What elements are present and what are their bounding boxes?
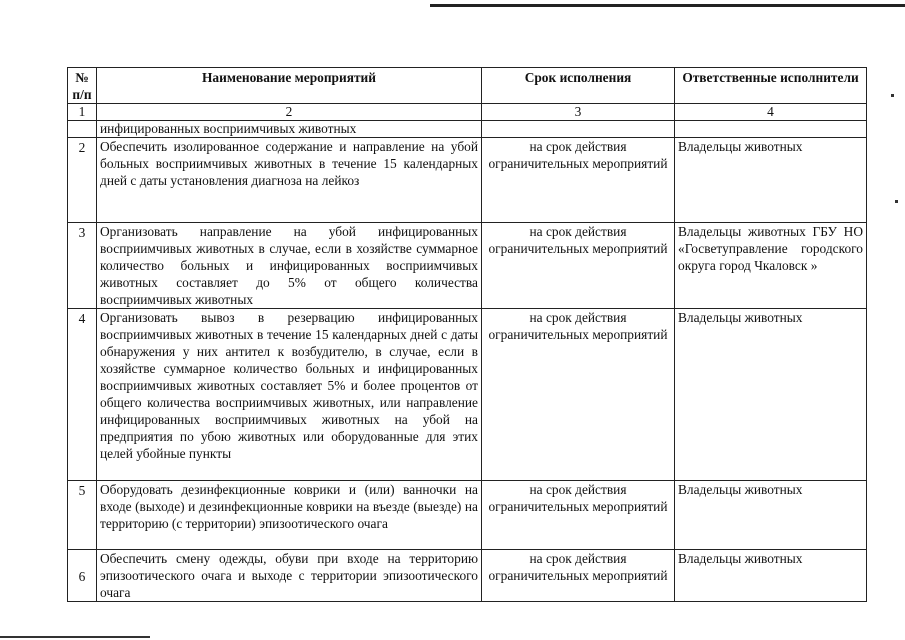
column-index: 3 (482, 104, 675, 121)
row-num (68, 121, 97, 138)
row-description: Обеспечить смену одежды, обуви при входе на территорию эпизоотического очага и выходе с территории эпизоотического очага (97, 550, 482, 602)
header-name: Наименование мероприятий (97, 68, 482, 104)
row-responsible (675, 121, 867, 138)
row-term (482, 121, 675, 138)
row-responsible: Владельцы животных ГБУ НО «Госветуправление городского округа город Чкаловск » (675, 223, 867, 309)
table-row (68, 309, 867, 481)
column-index: 4 (675, 104, 867, 121)
table-header-row (68, 68, 867, 104)
row-responsible: Владельцы животных (675, 550, 867, 602)
header-responsible: Ответственные исполнители (675, 68, 867, 104)
column-index-row (68, 104, 867, 121)
row-num: 4 (68, 309, 97, 481)
row-term: на срок действия ограничительных мероприятий (482, 223, 675, 309)
column-index: 1 (68, 104, 97, 121)
row-num: 2 (68, 138, 97, 223)
header-num: № п/п (68, 68, 97, 104)
row-num: 5 (68, 481, 97, 550)
header-term: Срок исполнения (482, 68, 675, 104)
row-description: Оборудовать дезинфекционные коврики и (или) ванночки на входе (выходе) и дезинфекционные коврики на въезде (выезде) на территорию (с территории) эпизоотического очага (97, 481, 482, 550)
row-term: на срок действия ограничительных мероприятий (482, 309, 675, 481)
scan-border-line-top (430, 4, 905, 7)
measures-table (67, 67, 867, 602)
table-row (68, 223, 867, 309)
row-term: на срок действия ограничительных мероприятий (482, 138, 675, 223)
table-row-continuation (68, 121, 867, 138)
row-num: 3 (68, 223, 97, 309)
row-responsible: Владельцы животных (675, 481, 867, 550)
row-description: Обеспечить изолированное содержание и направление на убой больных восприимчивых животных в течение 15 календарных дней с даты установления диагноза на лейкоз (97, 138, 482, 223)
scan-speck (891, 94, 894, 97)
row-description: инфицированных восприимчивых животных (97, 121, 482, 138)
table-row (68, 138, 867, 223)
row-description: Организовать направление на убой инфицированных восприимчивых животных в случае, если в хозяйстве суммарное количество больных и инфицированных восприимчивых животных составляет до 5% от общего количества восприимчивых животных (97, 223, 482, 309)
scan-speck (895, 200, 898, 203)
row-responsible: Владельцы животных (675, 309, 867, 481)
row-description: Организовать вывоз в резервацию инфицированных восприимчивых животных в течение 15 календарных дней с даты обнаружения у них антител к возбудителю, в случае, если в хозяйстве суммарное количество больных и инфицированных восприимчивых животных составляет 5% и более процентов от общего количества восприимчивых животных, или направление инфицированных восприимчивых животных на убой на предприятия по убою животных или оборудованные для этих целей убойные пункты (97, 309, 482, 481)
row-term: на срок действия ограничительных мероприятий (482, 550, 675, 602)
table-row (68, 550, 867, 602)
row-responsible: Владельцы животных (675, 138, 867, 223)
column-index: 2 (97, 104, 482, 121)
scan-border-line-bottom (0, 636, 150, 638)
row-term: на срок действия ограничительных мероприятий (482, 481, 675, 550)
row-num: 6 (68, 550, 97, 602)
table-row (68, 481, 867, 550)
